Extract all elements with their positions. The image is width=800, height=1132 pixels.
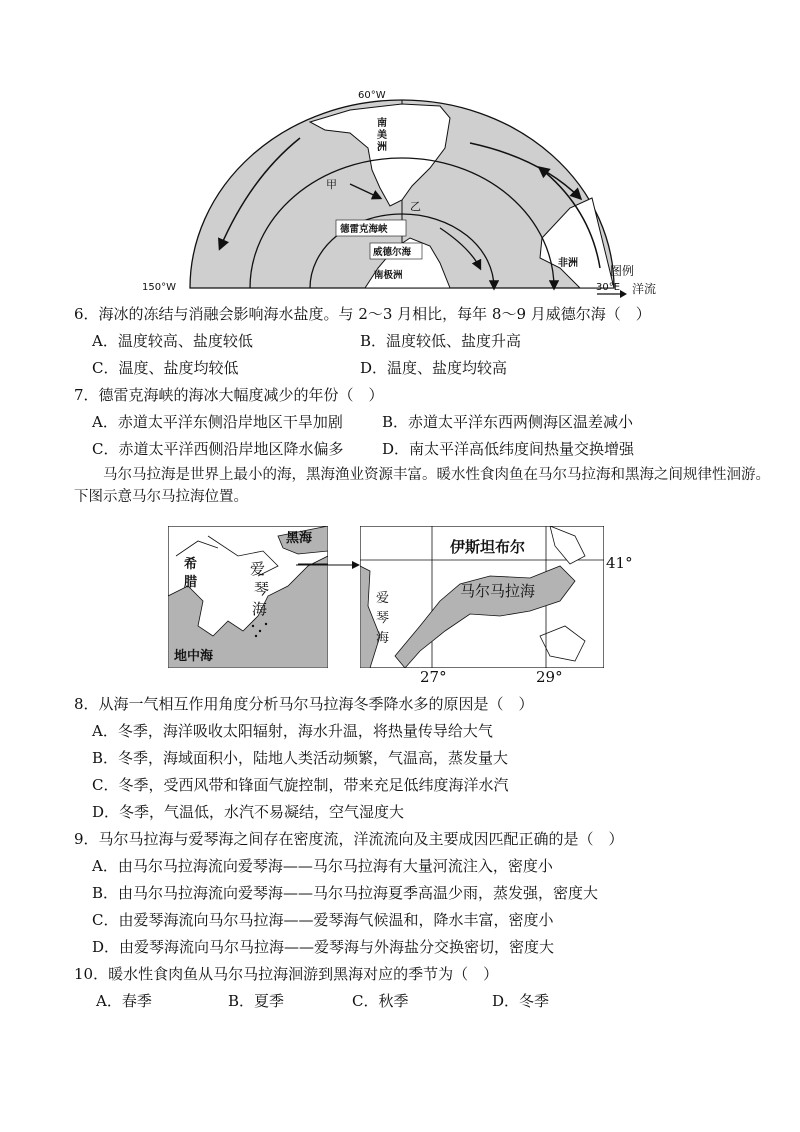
black-sea-label: 黑海 [286, 531, 313, 546]
q6-option-b[interactable]: B．温度较低、盐度升高 [360, 332, 522, 350]
q9-stem: 9．马尔马拉海与爱琴海之间存在密度流，洋流流向及主要成因匹配正确的是（ ） [74, 830, 624, 848]
aegean-small-1: 爱 [376, 591, 390, 606]
q9-option-c[interactable]: C．由爱琴海流向马尔马拉海——爱琴海气候温和，降水丰富，密度小 [92, 911, 554, 929]
aegean-map [168, 526, 328, 668]
q7-option-d[interactable]: D．南太平洋高低纬度间热量交换增强 [382, 440, 635, 458]
lon-27-label: 27° [420, 668, 447, 686]
lon-30e-label: 30°E [596, 282, 621, 293]
lon-150w-label: 150°W [142, 282, 176, 293]
marmara-label: 马尔马拉海 [460, 582, 536, 600]
q6-option-a[interactable]: A．温度较高、盐度较低 [92, 332, 253, 350]
antarctica-label: 南极洲 [374, 270, 403, 281]
marmara-map [360, 526, 604, 668]
q6-stem: 6．海冰的冻结与消融会影响海水盐度。与 2～3 月相比，每年 8～9 月威德尔海（ ） [74, 305, 651, 323]
legend-item: 洋流 [632, 282, 657, 296]
q8-option-c[interactable]: C．冬季，受西风带和锋面气旋控制，带来充足低纬度海洋水汽 [92, 776, 509, 794]
q8-stem: 8．从海一气相互作用角度分析马尔马拉海冬季降水多的原因是（ ） [74, 695, 534, 713]
lat-41-label: 41° [606, 554, 633, 572]
q10-option-a[interactable]: A．春季 [96, 992, 152, 1010]
q7-option-b[interactable]: B．赤道太平洋东西两侧海区温差减小 [382, 413, 634, 431]
legend-title: 图例 [610, 264, 635, 278]
q10-stem: 10．暖水性食肉鱼从马尔马拉海洄游到黑海对应的季节为（ ） [74, 965, 499, 983]
aegean-label-2: 琴 [254, 580, 270, 598]
q8-option-b[interactable]: B．冬季，海域面积小，陆地人类活动频繁，气温高，蒸发量大 [92, 749, 509, 767]
inset-arrow-icon [296, 560, 362, 570]
q10-option-d[interactable]: D．冬季 [492, 992, 550, 1010]
south-america-label: 南美洲 [377, 118, 387, 153]
q6-option-d[interactable]: D．温度、盐度均较高 [360, 359, 508, 377]
greece-label-2: 腊 [184, 575, 198, 590]
legend-arrow-icon [596, 284, 628, 294]
aegean-small-2: 琴 [376, 611, 390, 626]
aegean-small-3: 海 [376, 631, 390, 646]
q8-option-a[interactable]: A．冬季，海洋吸收太阳辐射，海水升温，将热量传导给大气 [92, 722, 493, 740]
point-jia-label: 甲 [326, 178, 337, 191]
africa-label: 非洲 [558, 258, 578, 269]
q7-option-c[interactable]: C．赤道太平洋西侧沿岸地区降水偏多 [92, 440, 344, 458]
q10-option-c[interactable]: C．秋季 [352, 992, 409, 1010]
q9-option-d[interactable]: D．由爱琴海流向马尔马拉海——爱琴海与外海盐分交换密切，密度大 [92, 938, 555, 956]
q9-option-b[interactable]: B．由马尔马拉海流向爱琴海——马尔马拉海夏季高温少雨，蒸发强，密度大 [92, 884, 599, 902]
aegean-label-1: 爱 [250, 560, 266, 578]
istanbul-label: 伊斯坦布尔 [450, 538, 526, 556]
q7-option-a[interactable]: A．赤道太平洋东侧沿岸地区干旱加剧 [92, 413, 343, 431]
point-yi-label: 乙 [410, 200, 421, 213]
ocean-current-map [140, 88, 660, 298]
q6-option-c[interactable]: C．温度、盐度均较低 [92, 359, 239, 377]
q7-stem: 7．德雷克海峡的海冰大幅度减少的年份（ ） [74, 386, 384, 404]
lon-29-label: 29° [536, 668, 563, 686]
q10-option-b[interactable]: B．夏季 [228, 992, 285, 1010]
med-label: 地中海 [174, 649, 214, 664]
greece-label-1: 希 [184, 557, 198, 572]
q9-option-a[interactable]: A．由马尔马拉海流向爱琴海——马尔马拉海有大量河流注入，密度小 [92, 857, 553, 875]
aegean-label-3: 海 [252, 600, 268, 618]
weddell-label: 威德尔海 [373, 247, 412, 258]
passage-text: 马尔马拉海是世界上最小的海，黑海渔业资源丰富。暖水性食肉鱼在马尔马拉海和黑海之间规律性洄游。下图示意马尔马拉海位置。 [74, 467, 770, 505]
drake-label: 德雷克海峡 [340, 224, 388, 235]
lon-60w-label: 60°W [358, 90, 386, 101]
q8-option-d[interactable]: D．冬季，气温低，水汽不易凝结，空气湿度大 [92, 803, 405, 821]
